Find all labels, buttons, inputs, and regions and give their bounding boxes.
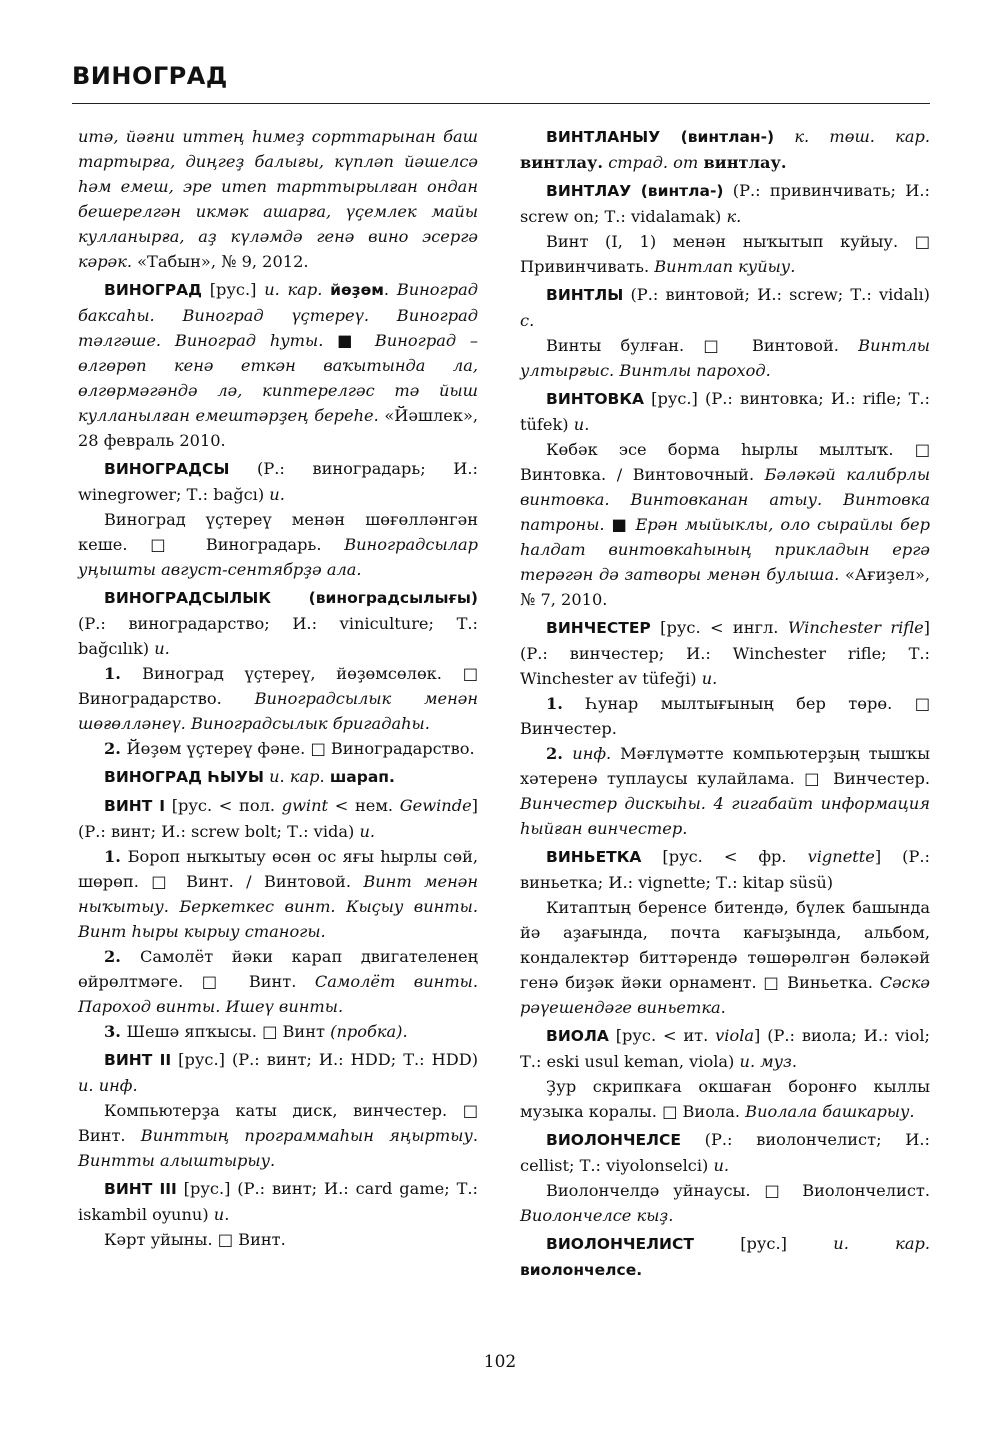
entry-head-paragraph bbox=[520, 124, 930, 175]
dictionary-entry bbox=[78, 277, 478, 453]
entry-text: . bbox=[383, 280, 397, 299]
example-text: Бәләкәй калибрлы винтовка. Винтовканан атыу. Винтовка патроны. ■ Ерән мыйыклы, оло сырайлы бер һалдат винтовкаһының прикладын ергә терәгән дә затворы менән булыша. bbox=[520, 465, 931, 584]
entry-sense-paragraph bbox=[520, 1074, 930, 1124]
example-text: Виноград баксаһы. Виноград үҫтереү. Виноград тәлгәше. Виноград һуты. ■ Виноград – өлгөрөп кенә еткән ваҡытында ла, өлгөрмәгәндә лә, киптерелгәс тә йыш кулланылған емештәрҙең береһе. bbox=[78, 280, 478, 425]
entry-text: [рус. < фр. bbox=[641, 847, 808, 866]
entry-text: Виноград үҫтереү менән шөғөлләнгән кеше. □ Виноградарь. bbox=[78, 510, 478, 554]
sense-number: 2. bbox=[104, 947, 140, 966]
sense-number: 1. bbox=[104, 847, 128, 866]
entry-head-paragraph bbox=[520, 1023, 930, 1074]
entry-text: Йөҙөм үҫтереү фәне. □ Виноградарство. bbox=[126, 739, 475, 758]
grammar-label: и. bbox=[359, 822, 376, 841]
example-text: итә, йәғни иттең һимеҙ сорттарынан баш тартырға, диңгеҙ балығы, күпләп йәшелсә һәм емеш, эре итеп тарттырылған ондан бешерелгән икмәк ашарға, үҫемлек майы кулланырға, аҙ күләмдә генә вино эсергә кәрәк. bbox=[78, 127, 478, 271]
dictionary-entry bbox=[520, 282, 930, 383]
grammar-label: и. bbox=[713, 1156, 730, 1175]
entry-text: < нем. bbox=[328, 796, 400, 815]
example-text: Самолёт винты. Пароход винты. Ишеү винты. bbox=[78, 972, 478, 1016]
dictionary-entry bbox=[520, 124, 930, 175]
grammar-label: gwint bbox=[281, 796, 329, 815]
entry-text bbox=[774, 127, 794, 146]
entry-text: Винты булған. □ Винтовой. bbox=[546, 336, 859, 355]
sense-number: 1. bbox=[546, 694, 586, 713]
sense-number: 3. bbox=[104, 1022, 127, 1041]
grammar-label: к. bbox=[726, 207, 742, 226]
dictionary-entry bbox=[520, 1023, 930, 1124]
grammar-label: и. кар. bbox=[269, 767, 330, 786]
entry-head-paragraph bbox=[78, 793, 478, 844]
dictionary-entry bbox=[520, 1127, 930, 1228]
grammar-label: и. муз. bbox=[739, 1052, 798, 1071]
entry-text: Шешә япҡысы. □ Винт bbox=[126, 1022, 331, 1041]
entry-sense-paragraph bbox=[78, 507, 478, 582]
grammar-label: и. bbox=[701, 669, 718, 688]
entry-head-paragraph bbox=[78, 1176, 478, 1227]
entry-head-paragraph bbox=[520, 282, 930, 333]
example-text: Виноградсылар уңышты август-сентябрҙә ала. bbox=[78, 535, 478, 579]
entry-sense-paragraph bbox=[78, 1227, 478, 1252]
entry-text: (Р.: виолончелист; И.: cellist; Т.: viyolonselci) bbox=[520, 1130, 930, 1175]
sense-number: винтлау. bbox=[703, 153, 787, 172]
entry-text: Бороп ныҡытыу өсөн ос яғы һырлы сөй, шөрөп. □ Винт. / Винтовой. bbox=[78, 847, 478, 891]
example-text: Винт менән ныҡытыу. Беркеткес винт. Кыҫыу винты. Винт һыры кырыу станогы. bbox=[78, 872, 478, 941]
entry-sense-paragraph bbox=[78, 661, 478, 736]
entry-sense-paragraph bbox=[78, 1019, 478, 1044]
dictionary-entry bbox=[520, 178, 930, 279]
headword: ВИОЛОНЧЕЛСЕ bbox=[546, 1131, 681, 1149]
headword: шарап. bbox=[329, 768, 395, 786]
entry-text: [рус.] (Р.: винт; И.: HDD; Т.: HDD) bbox=[171, 1050, 479, 1069]
header-rule bbox=[72, 103, 930, 104]
entry-sense-paragraph bbox=[520, 895, 930, 1020]
dictionary-entry bbox=[78, 585, 478, 761]
headword: ВИНТЛАНЫУ (винтлан-) bbox=[546, 128, 775, 146]
headword: ВИНОГРАДСЫЛЫК (виноградсылығы) bbox=[104, 589, 478, 607]
example-text: Винчестер дискыһы. 4 гигабайт информация һыйған винчестер. bbox=[520, 794, 930, 838]
grammar-label: с. bbox=[520, 311, 535, 330]
headword: ВИНТЛАУ (винтла-) bbox=[546, 182, 724, 200]
example-text: Сәскә рәүешендәге виньетка. bbox=[520, 973, 930, 1017]
entry-head-paragraph bbox=[520, 1127, 930, 1178]
entry-text: [рус.] bbox=[201, 280, 265, 299]
entry-text: Компьютерҙа каты диск, винчестер. □ Винт. bbox=[78, 1101, 478, 1145]
entry-sense-paragraph bbox=[520, 229, 930, 279]
headword: ВИНТ II bbox=[104, 1051, 172, 1069]
entry-text: Виолончелдә уйнаусы. □ Виолончелист. bbox=[546, 1181, 930, 1200]
entry-head-paragraph bbox=[78, 585, 478, 661]
entry-sense-paragraph bbox=[520, 333, 930, 383]
entry-text: Кәрт уйыны. □ Винт. bbox=[104, 1230, 286, 1249]
dictionary-entry bbox=[78, 456, 478, 582]
dictionary-entry bbox=[520, 615, 930, 841]
entry-head-paragraph bbox=[78, 764, 478, 790]
dictionary-entry bbox=[78, 793, 478, 1044]
entry-head-paragraph bbox=[520, 844, 930, 895]
entry-text: [рус.] (Р.: винтовка; И.: rifle; Т.: tüfek) bbox=[520, 389, 930, 434]
entry-text: Көбәк эсе борма һырлы мылтыҡ. □ Винтовка. / Винтовочный. bbox=[520, 440, 930, 484]
dictionary-entry bbox=[78, 764, 478, 790]
entry-text: (Р.: виноградарь; И.: winegrower; Т.: bağcı) bbox=[78, 459, 478, 504]
headword: ВИНЧЕСТЕР bbox=[546, 619, 651, 637]
entry-text: [рус. < пол. bbox=[165, 796, 282, 815]
entry-head-paragraph bbox=[520, 1231, 930, 1283]
entry-sense-paragraph bbox=[78, 1098, 478, 1173]
entry-head-paragraph bbox=[520, 178, 930, 229]
entry-text: Самолёт йәки карап двигателенең өйрөлтмәге. □ Винт. bbox=[78, 947, 478, 991]
headword: виолончелсе. bbox=[520, 1261, 643, 1279]
dictionary-entry bbox=[520, 1231, 930, 1283]
headword: ВИНОГРАДСЫ bbox=[104, 460, 230, 478]
entry-text: ] (Р.: виньетка; И.: vignette; Т.: kitap süsü) bbox=[520, 847, 930, 892]
entry-text: ] (Р.: винт; И.: screw bolt; Т.: vida) bbox=[78, 796, 478, 841]
entry-text: (Р.: винтовой; И.: screw; Т.: vidalı) bbox=[623, 285, 930, 304]
dictionary-entry bbox=[520, 844, 930, 1020]
entry-text: «Йәшлек», 28 февраль 2010. bbox=[78, 406, 478, 450]
entry-text: Китаптың беренсе битендә, бүлек башында йә аҙағында, почта кағыҙында, альбом, кондалектәр биттәрендә төшөрөлгән бәләкәй генә биҙәк йәки орнамент. □ Виньетка. bbox=[520, 898, 930, 992]
headword: ВИНОГРАД ҺЫУЫ bbox=[104, 768, 264, 786]
entry-sense-paragraph bbox=[520, 1178, 930, 1228]
headword: ВИНТОВКА bbox=[546, 390, 644, 408]
entry-sense-paragraph bbox=[520, 437, 930, 612]
example-text: Виолончелсе кыҙ. bbox=[520, 1206, 674, 1225]
grammar-label: и. bbox=[213, 1205, 230, 1224]
entry-text: «Ағиҙел», № 7, 2010. bbox=[520, 565, 930, 609]
grammar-label: и. bbox=[154, 639, 170, 658]
entry-text: (Р.: привинчивать; И.: screw on; Т.: vidalamak) bbox=[520, 181, 930, 226]
entry-text: Мәғлүмәтте компьютерҙың тышҡы хәтеренә туплаусы кулайлама. □ Винчестер. bbox=[520, 744, 930, 788]
headword: йөҙөм bbox=[330, 281, 384, 299]
grammar-label: Gewinde bbox=[399, 796, 472, 815]
headword: ВИНЬЕТКА bbox=[546, 848, 642, 866]
entry-sense-paragraph bbox=[520, 741, 930, 841]
example-text: Виноградсылык менән шөғөлләнеү. Виноградсылык бригадаһы. bbox=[78, 689, 478, 733]
grammar-label: страд. от bbox=[608, 153, 699, 172]
sense-number: 1. bbox=[104, 664, 143, 683]
entry-text: [рус. < ит. bbox=[608, 1026, 716, 1045]
headword: ВИОЛА bbox=[546, 1027, 609, 1045]
grammar-label: и. инф. bbox=[78, 1076, 138, 1095]
headword: ВИНТЛЫ bbox=[546, 286, 624, 304]
running-head: ВИНОГРАД bbox=[72, 62, 228, 90]
example-text: Виолала башкарыу. bbox=[745, 1102, 915, 1121]
example-text: (пробка). bbox=[330, 1022, 408, 1041]
entry-head-paragraph bbox=[78, 456, 478, 507]
grammar-label: инф. bbox=[572, 744, 612, 763]
entry-head-paragraph bbox=[520, 386, 930, 437]
entry-text: (Р.: виноградарство; И.: viniculture; Т.: bağcılık) bbox=[78, 614, 478, 658]
sense-number: винтлау. bbox=[520, 153, 604, 172]
entry-sense-paragraph bbox=[78, 844, 478, 944]
entry-sense-paragraph bbox=[78, 736, 478, 761]
headword: ВИОЛОНЧЕЛИСТ bbox=[546, 1235, 694, 1253]
grammar-label: и. кар. bbox=[833, 1234, 930, 1253]
grammar-label: Winchester rifle bbox=[787, 618, 924, 637]
headword: ВИНТ I bbox=[104, 797, 166, 815]
entry-text: Виноград үҫтереү, йөҙөмсөлөк. □ Виноградарство. bbox=[78, 664, 478, 708]
entry-text: [рус. < ингл. bbox=[650, 618, 788, 637]
entry-head-paragraph bbox=[520, 615, 930, 691]
grammar-label: и. bbox=[573, 415, 590, 434]
entry-text: Ҙур скрипкаға окшаған боронғо кыллы музыка коралы. □ Виола. bbox=[520, 1077, 930, 1121]
entry-sense-paragraph bbox=[520, 691, 930, 741]
page-number: 102 bbox=[483, 1352, 517, 1372]
entry-head-paragraph bbox=[78, 124, 478, 274]
entry-text: «Табын», № 9, 2012. bbox=[137, 252, 309, 271]
grammar-label: и. bbox=[269, 485, 285, 504]
entry-head-paragraph bbox=[78, 1047, 478, 1098]
grammar-label: vignette bbox=[807, 847, 875, 866]
entry-text: Һунар мылтығының бер төрө. □ Винчестер. bbox=[520, 694, 930, 738]
grammar-label: viola bbox=[715, 1026, 755, 1045]
entry-text: ] (Р.: винчестер; И.: Winchester rifle; Т.: Winchester av tüfeği) bbox=[520, 618, 930, 688]
entry-sense-paragraph bbox=[78, 944, 478, 1019]
example-text: Винтлап куйыу. bbox=[654, 257, 796, 276]
left-column bbox=[78, 124, 478, 1255]
sense-number: 2. bbox=[104, 739, 127, 758]
dictionary-entry bbox=[78, 124, 478, 274]
sense-number: 2. bbox=[546, 744, 573, 763]
entry-text: [рус.] (Р.: винт; И.: card game; Т.: iskambil oyunu) bbox=[78, 1179, 478, 1224]
grammar-label: к. төш. кар. bbox=[794, 127, 930, 146]
dictionary-entry bbox=[78, 1176, 478, 1252]
headword: ВИНОГРАД bbox=[104, 281, 202, 299]
grammar-label: и. кар. bbox=[264, 280, 331, 299]
dictionary-entry bbox=[78, 1047, 478, 1173]
entry-text: [рус.] bbox=[693, 1234, 834, 1253]
example-text: Винтлы ултырғыс. Винтлы пароход. bbox=[520, 336, 930, 380]
entry-head-paragraph bbox=[78, 277, 478, 453]
entry-text: ] (Р.: виола; И.: viol; Т.: eski usul keman, viola) bbox=[520, 1026, 931, 1071]
entry-text: Винт (I, 1) менән ныҡытып куйыу. □ Привинчивать. bbox=[520, 232, 930, 276]
dictionary-entry bbox=[520, 386, 930, 612]
example-text: Винттың программаһын яңыртыу. Винтты алыштырыу. bbox=[78, 1126, 478, 1170]
headword: ВИНТ III bbox=[104, 1180, 177, 1198]
right-column bbox=[520, 124, 930, 1286]
